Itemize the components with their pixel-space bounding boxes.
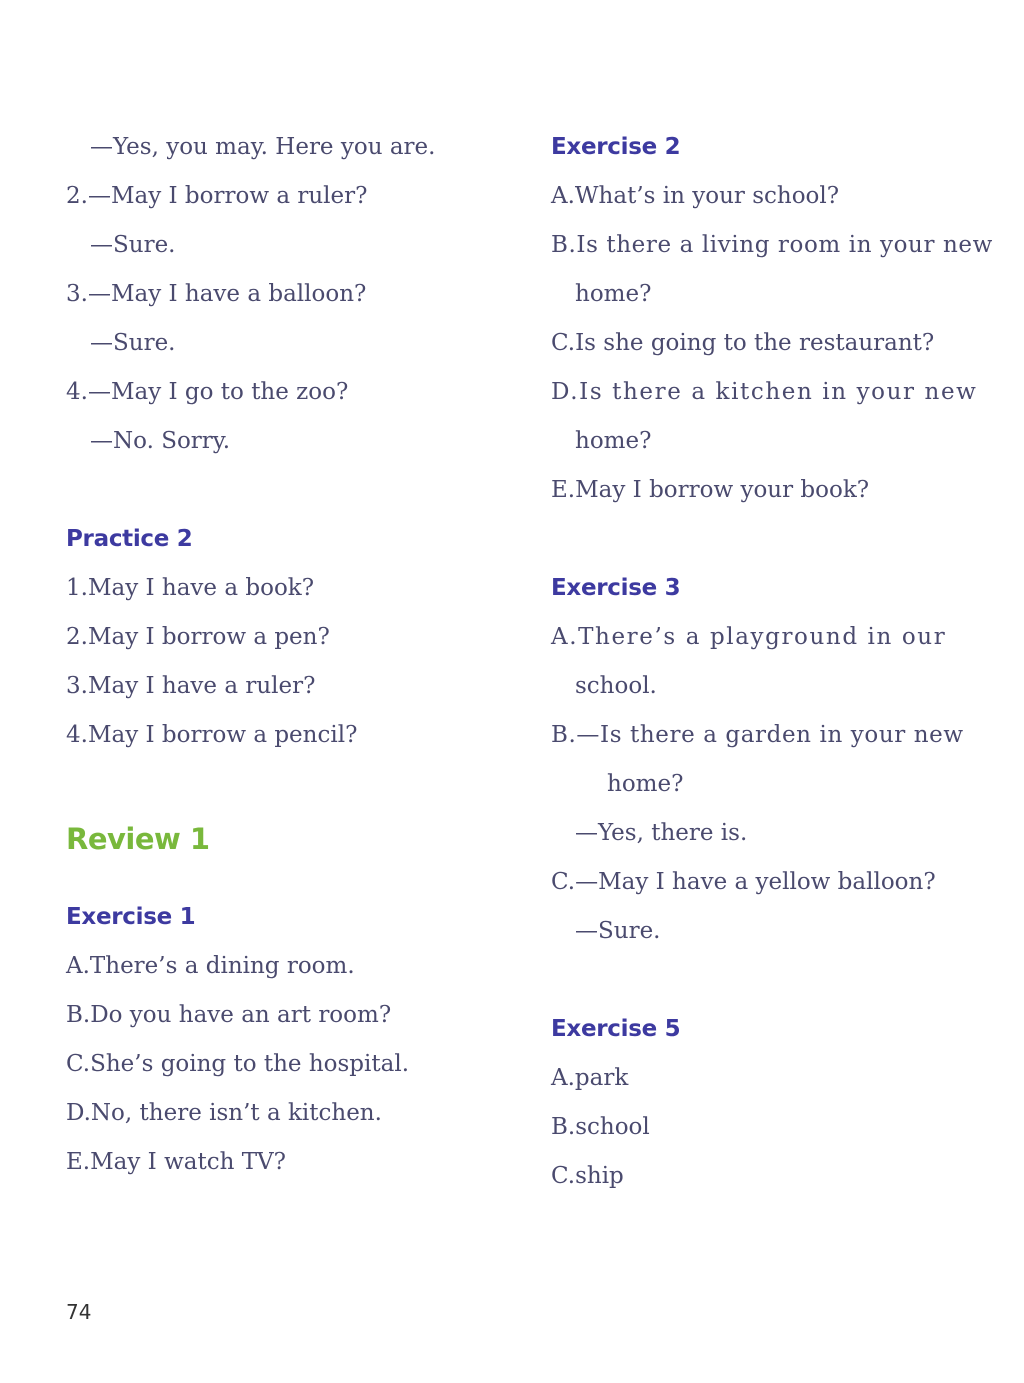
exercise1-item: D.No, there isn’t a kitchen.	[66, 1100, 382, 1126]
exercise3-item-c: C.—May I have a yellow balloon?	[551, 869, 936, 895]
practice2-item: 1.May I have a book?	[66, 575, 315, 601]
exercise1-item: A.There’s a dining room.	[66, 953, 355, 979]
exercise2-item-d-cont: home?	[575, 428, 652, 454]
dialogue-question-3: 3.—May I have a balloon?	[66, 281, 367, 307]
spacer	[551, 956, 991, 1005]
spacer	[66, 869, 506, 893]
spacer	[551, 515, 991, 564]
exercise3-item-c-answer: —Sure.	[575, 918, 661, 944]
exercise1-heading: Exercise 1	[66, 904, 196, 930]
exercise3-item-a-cont: school.	[575, 673, 657, 699]
practice2-item: 3.May I have a ruler?	[66, 673, 316, 699]
spacer	[66, 760, 506, 809]
left-column	[66, 123, 506, 1187]
exercise3-heading: Exercise 3	[551, 575, 681, 601]
exercise5-item: B.school	[551, 1114, 650, 1140]
exercise3-item-b-cont: home?	[607, 771, 684, 797]
page-number: 74	[66, 1300, 92, 1324]
dialogue-question-2: 2.—May I borrow a ruler?	[66, 183, 368, 209]
intro-answer: —Yes, you may. Here you are.	[90, 134, 436, 160]
exercise3-item-b-answer: —Yes, there is.	[575, 820, 748, 846]
dialogue-answer-2: —Sure.	[90, 232, 176, 258]
exercise3-item-a: A.There’s a playground in our	[551, 624, 947, 650]
exercise5-heading: Exercise 5	[551, 1016, 681, 1042]
dialogue-answer-4: —No. Sorry.	[90, 428, 231, 454]
exercise2-item-e: E.May I borrow your book?	[551, 477, 870, 503]
spacer	[66, 466, 506, 515]
exercise1-item: E.May I watch TV?	[66, 1149, 286, 1175]
exercise2-item-b-cont: home?	[575, 281, 652, 307]
dialogue-answer-3: —Sure.	[90, 330, 176, 356]
exercise3-item-b: B.—Is there a garden in your new	[551, 722, 964, 748]
exercise2-item-d: D.Is there a kitchen in your new	[551, 379, 978, 405]
exercise1-item: C.She’s going to the hospital.	[66, 1051, 410, 1077]
exercise2-item-c: C.Is she going to the restaurant?	[551, 330, 935, 356]
exercise1-item: B.Do you have an art room?	[66, 1002, 392, 1028]
exercise2-heading: Exercise 2	[551, 134, 681, 160]
right-column	[551, 123, 991, 1201]
exercise5-item: A.park	[551, 1065, 629, 1091]
exercise2-item-b: B.Is there a living room in your new	[551, 232, 993, 258]
review-title: Review 1	[66, 822, 210, 856]
exercise5-item: C.ship	[551, 1163, 624, 1189]
practice2-item: 4.May I borrow a pencil?	[66, 722, 358, 748]
practice2-heading: Practice 2	[66, 526, 193, 552]
dialogue-question-4: 4.—May I go to the zoo?	[66, 379, 349, 405]
practice2-item: 2.May I borrow a pen?	[66, 624, 330, 650]
exercise2-item-a: A.What’s in your school?	[551, 183, 840, 209]
